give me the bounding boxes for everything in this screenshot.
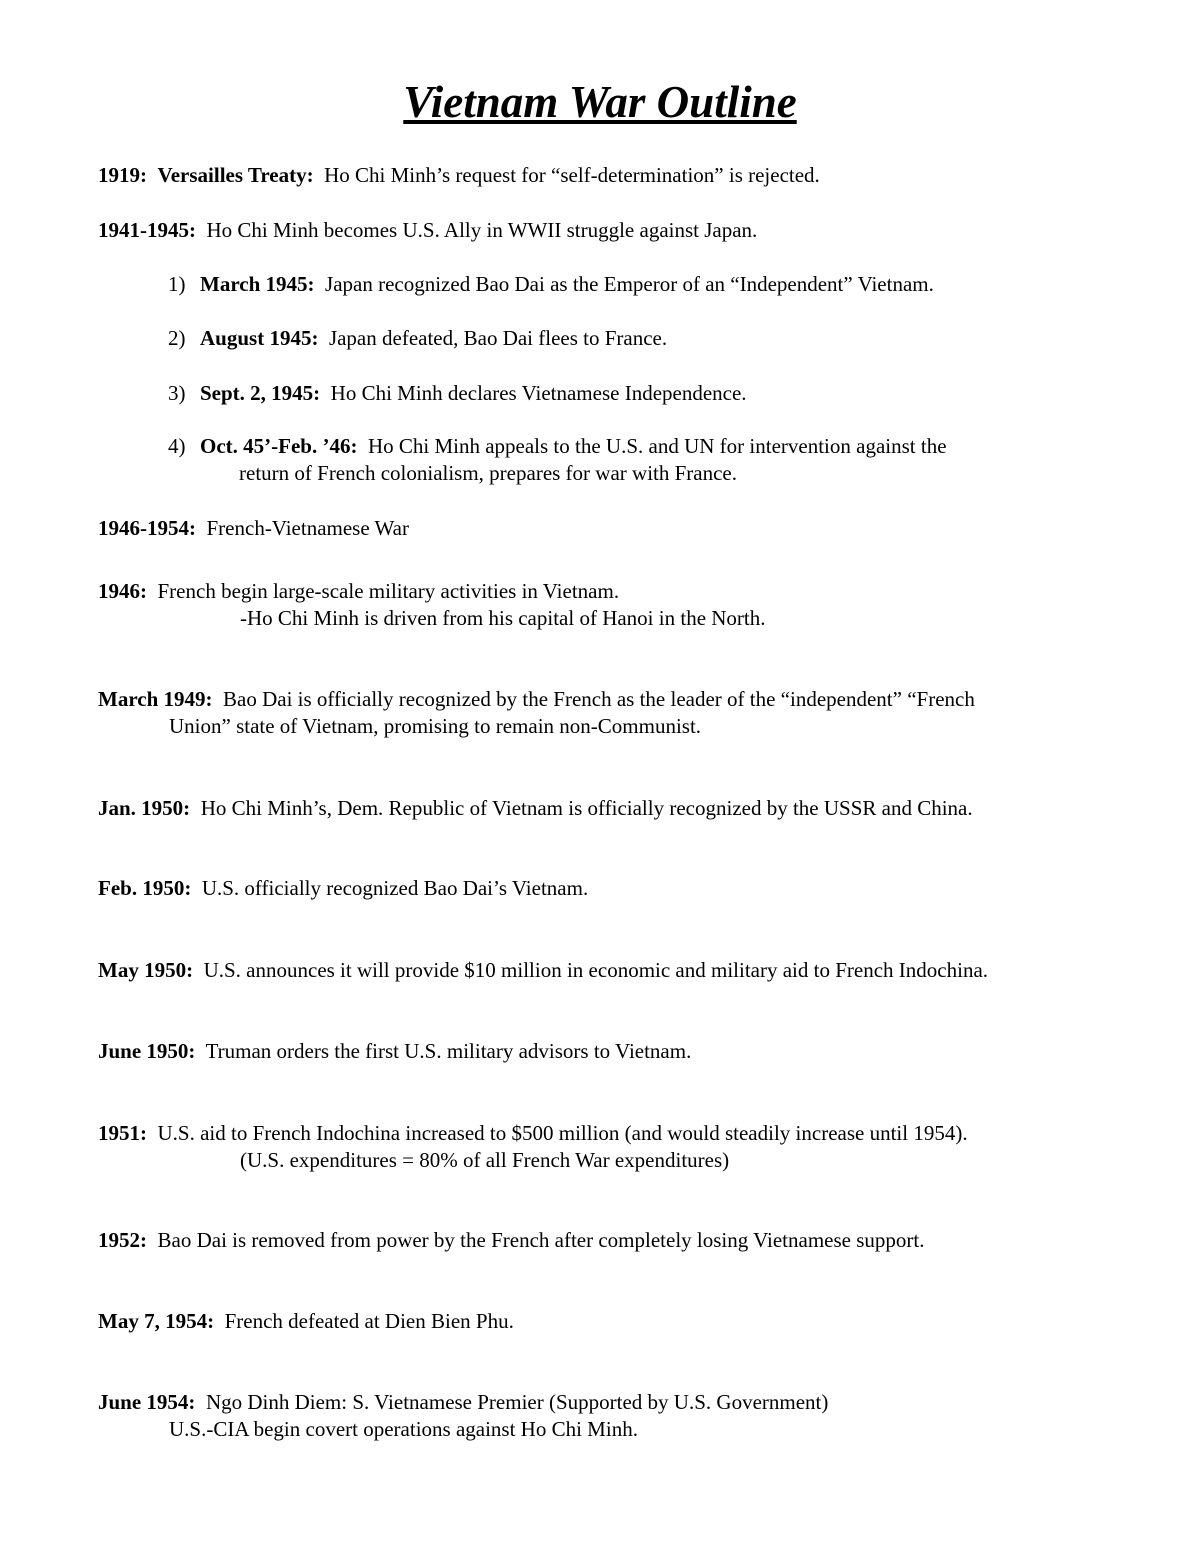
subitem-1 xyxy=(168,271,934,298)
entry-date: 1951: xyxy=(98,1121,147,1145)
entry-may-7-1954 xyxy=(98,1308,514,1335)
entry-text: Ho Chi Minh’s, Dem. Republic of Vietnam is officially recognized by the USSR and China. xyxy=(200,796,973,820)
entry-text: Bao Dai is removed from power by the French after completely losing Vietnamese support. xyxy=(157,1228,925,1252)
entry-1946-continuation: -Ho Chi Minh is driven from his capital of Hanoi in the North. xyxy=(240,606,766,630)
entry-march-1949-continuation: Union” state of Vietnam, promising to remain non-Communist. xyxy=(169,714,702,738)
entry-label: Versailles Treaty: xyxy=(157,163,314,187)
entry-1919 xyxy=(98,162,820,189)
subitem-2 xyxy=(168,325,667,352)
entry-text: Bao Dai is officially recognized by the French as the leader of the “independent” “French xyxy=(223,687,975,711)
entry-text: U.S. aid to French Indochina increased to $500 million (and would steadily increase until 1954). xyxy=(157,1121,968,1145)
subitem-date: August 1945: xyxy=(200,326,319,350)
entry-date: Jan. 1950: xyxy=(98,796,191,820)
entry-text: Ho Chi Minh’s request for “self-determination” is rejected. xyxy=(324,163,820,187)
entry-date: 1952: xyxy=(98,1228,147,1252)
subitem-number: 1) xyxy=(168,272,186,296)
page-title: Vietnam War Outline xyxy=(403,77,797,127)
entry-text: U.S. officially recognized Bao Dai’s Vietnam. xyxy=(201,876,589,900)
entry-june-1954-continuation: U.S.-CIA begin covert operations against Ho Chi Minh. xyxy=(169,1417,638,1441)
subitem-text: Ho Chi Minh appeals to the U.S. and UN for intervention against the xyxy=(367,434,947,458)
entry-1946 xyxy=(98,578,619,605)
entry-date: 1919: xyxy=(98,163,147,187)
entry-1952 xyxy=(98,1227,924,1254)
entry-1951-continuation: (U.S. expenditures = 80% of all French War expenditures) xyxy=(240,1148,730,1172)
subitem-4-continuation: return of French colonialism, prepares for war with France. xyxy=(239,461,737,485)
entry-text: Ho Chi Minh becomes U.S. Ally in WWII struggle against Japan. xyxy=(206,218,758,242)
subitem-date: March 1945: xyxy=(200,272,315,296)
entry-text: Truman orders the first U.S. military advisors to Vietnam. xyxy=(205,1039,692,1063)
subitem-text: Japan recognized Bao Dai as the Emperor of an “Independent” Vietnam. xyxy=(325,272,934,296)
entry-text: French-Vietnamese War xyxy=(206,516,409,540)
entry-text: French defeated at Dien Bien Phu. xyxy=(224,1309,514,1333)
subitem-number: 3) xyxy=(168,381,186,405)
entry-date: June 1950: xyxy=(98,1039,196,1063)
entry-date: May 7, 1954: xyxy=(98,1309,215,1333)
entry-date: Feb. 1950: xyxy=(98,876,192,900)
entry-date: 1946: xyxy=(98,579,147,603)
entry-1941-1945 xyxy=(98,217,757,244)
entry-text: Ngo Dinh Diem: S. Vietnamese Premier (Supported by U.S. Government) xyxy=(205,1390,829,1414)
entry-jan-1950 xyxy=(98,795,973,822)
entry-date: 1941-1945: xyxy=(98,218,196,242)
entry-date: March 1949: xyxy=(98,687,213,711)
subitem-date: Sept. 2, 1945: xyxy=(200,381,321,405)
entry-date: May 1950: xyxy=(98,958,194,982)
entry-date: June 1954: xyxy=(98,1390,196,1414)
subitem-4 xyxy=(168,433,947,460)
entry-1951 xyxy=(98,1120,968,1147)
entry-text: U.S. announces it will provide $10 million in economic and military aid to French Indochina. xyxy=(203,958,989,982)
subitem-number: 4) xyxy=(168,434,186,458)
entry-may-1950 xyxy=(98,957,988,984)
entry-feb-1950 xyxy=(98,875,588,902)
entry-text: French begin large-scale military activities in Vietnam. xyxy=(157,579,620,603)
entry-1946-1954 xyxy=(98,515,409,542)
entry-june-1954 xyxy=(98,1389,828,1416)
subitem-date: Oct. 45’-Feb. ’46: xyxy=(200,434,358,458)
subitem-text: Ho Chi Minh declares Vietnamese Independence. xyxy=(330,381,747,405)
entry-june-1950 xyxy=(98,1038,691,1065)
entry-date: 1946-1954: xyxy=(98,516,196,540)
subitem-text: Japan defeated, Bao Dai flees to France. xyxy=(328,326,668,350)
subitem-number: 2) xyxy=(168,326,186,350)
entry-march-1949 xyxy=(98,686,975,713)
subitem-3 xyxy=(168,380,747,407)
